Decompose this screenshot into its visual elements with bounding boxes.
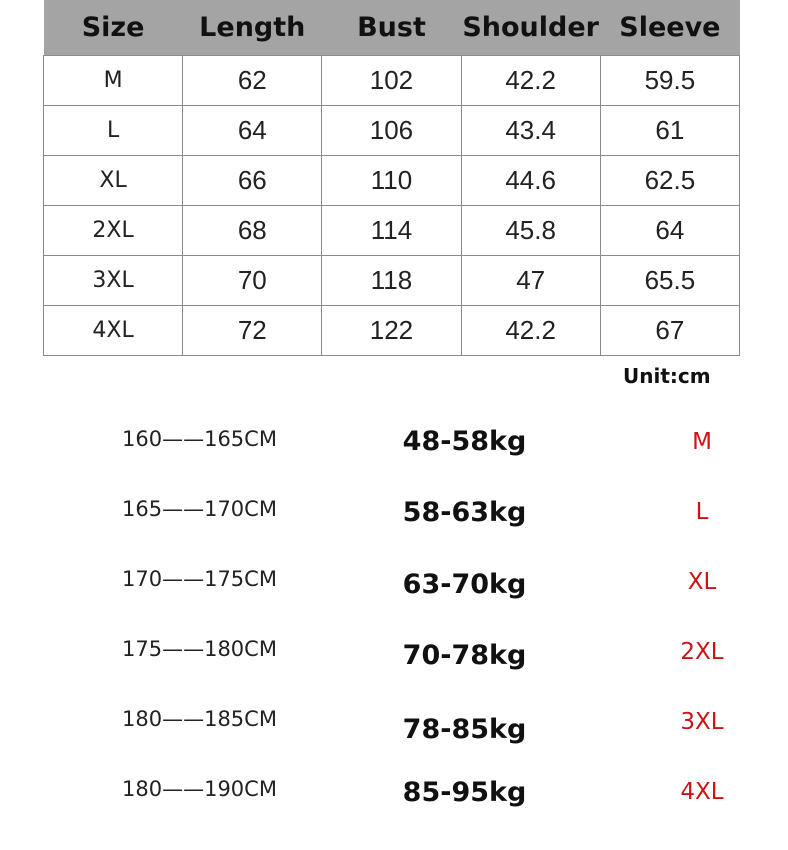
- cell-bust: 118: [322, 256, 461, 306]
- weight-range: 58-63kg: [402, 497, 527, 528]
- cell-length: 72: [183, 306, 322, 356]
- cell-sleeve: 61: [600, 106, 739, 156]
- size-guide-row: [0, 497, 788, 537]
- weight-range: 48-58kg: [402, 426, 527, 457]
- cell-bust: 114: [322, 206, 461, 256]
- recommended-size: XL: [687, 569, 717, 595]
- cell-sleeve: 67: [600, 306, 739, 356]
- cell-size: 4XL: [44, 306, 183, 356]
- size-guide-row: [0, 567, 788, 607]
- size-guide-row: [0, 637, 788, 677]
- weight-range: 63-70kg: [402, 569, 527, 600]
- height-range: 180——190CM: [122, 777, 277, 801]
- cell-shoulder: 44.6: [461, 156, 600, 206]
- cell-length: 62: [183, 56, 322, 106]
- cell-size: XL: [44, 156, 183, 206]
- weight-range: 70-78kg: [402, 640, 527, 671]
- cell-sleeve: 62.5: [600, 156, 739, 206]
- cell-shoulder: 47: [461, 256, 600, 306]
- cell-length: 66: [183, 156, 322, 206]
- weight-range: 78-85kg: [402, 714, 527, 745]
- cell-bust: 122: [322, 306, 461, 356]
- cell-shoulder: 45.8: [461, 206, 600, 256]
- cell-shoulder: 42.2: [461, 56, 600, 106]
- cell-sleeve: 59.5: [600, 56, 739, 106]
- height-range: 160——165CM: [122, 427, 277, 451]
- table-row: [44, 156, 740, 206]
- cell-length: 68: [183, 206, 322, 256]
- header-sleeve: Sleeve: [600, 0, 739, 56]
- cell-size: 3XL: [44, 256, 183, 306]
- header-size: Size: [44, 0, 183, 56]
- cell-shoulder: 42.2: [461, 306, 600, 356]
- table-row: [44, 56, 740, 106]
- size-chart-table: [43, 0, 740, 356]
- recommended-size: 4XL: [680, 779, 724, 805]
- recommended-size: L: [695, 499, 709, 525]
- height-range: 170——175CM: [122, 567, 277, 591]
- table-row: [44, 206, 740, 256]
- size-guide-row: [0, 427, 788, 467]
- table-row: [44, 306, 740, 356]
- height-range: 180——185CM: [122, 707, 277, 731]
- table-header-row: [44, 0, 740, 56]
- weight-range: 85-95kg: [402, 777, 527, 808]
- unit-label: Unit:cm: [623, 364, 711, 388]
- cell-size: M: [44, 56, 183, 106]
- recommended-size: 3XL: [680, 709, 724, 735]
- cell-bust: 110: [322, 156, 461, 206]
- cell-sleeve: 64: [600, 206, 739, 256]
- cell-length: 64: [183, 106, 322, 156]
- recommended-size: 2XL: [680, 639, 724, 665]
- header-bust: Bust: [322, 0, 461, 56]
- cell-length: 70: [183, 256, 322, 306]
- header-length: Length: [183, 0, 322, 56]
- header-shoulder: Shoulder: [461, 0, 600, 56]
- cell-bust: 106: [322, 106, 461, 156]
- table-row: [44, 106, 740, 156]
- cell-sleeve: 65.5: [600, 256, 739, 306]
- cell-bust: 102: [322, 56, 461, 106]
- size-guide-row: [0, 707, 788, 747]
- cell-size: 2XL: [44, 206, 183, 256]
- recommended-size: M: [692, 429, 712, 455]
- cell-size: L: [44, 106, 183, 156]
- height-range: 165——170CM: [122, 497, 277, 521]
- table-row: [44, 256, 740, 306]
- height-range: 175——180CM: [122, 637, 277, 661]
- size-guide-row: [0, 777, 788, 817]
- cell-shoulder: 43.4: [461, 106, 600, 156]
